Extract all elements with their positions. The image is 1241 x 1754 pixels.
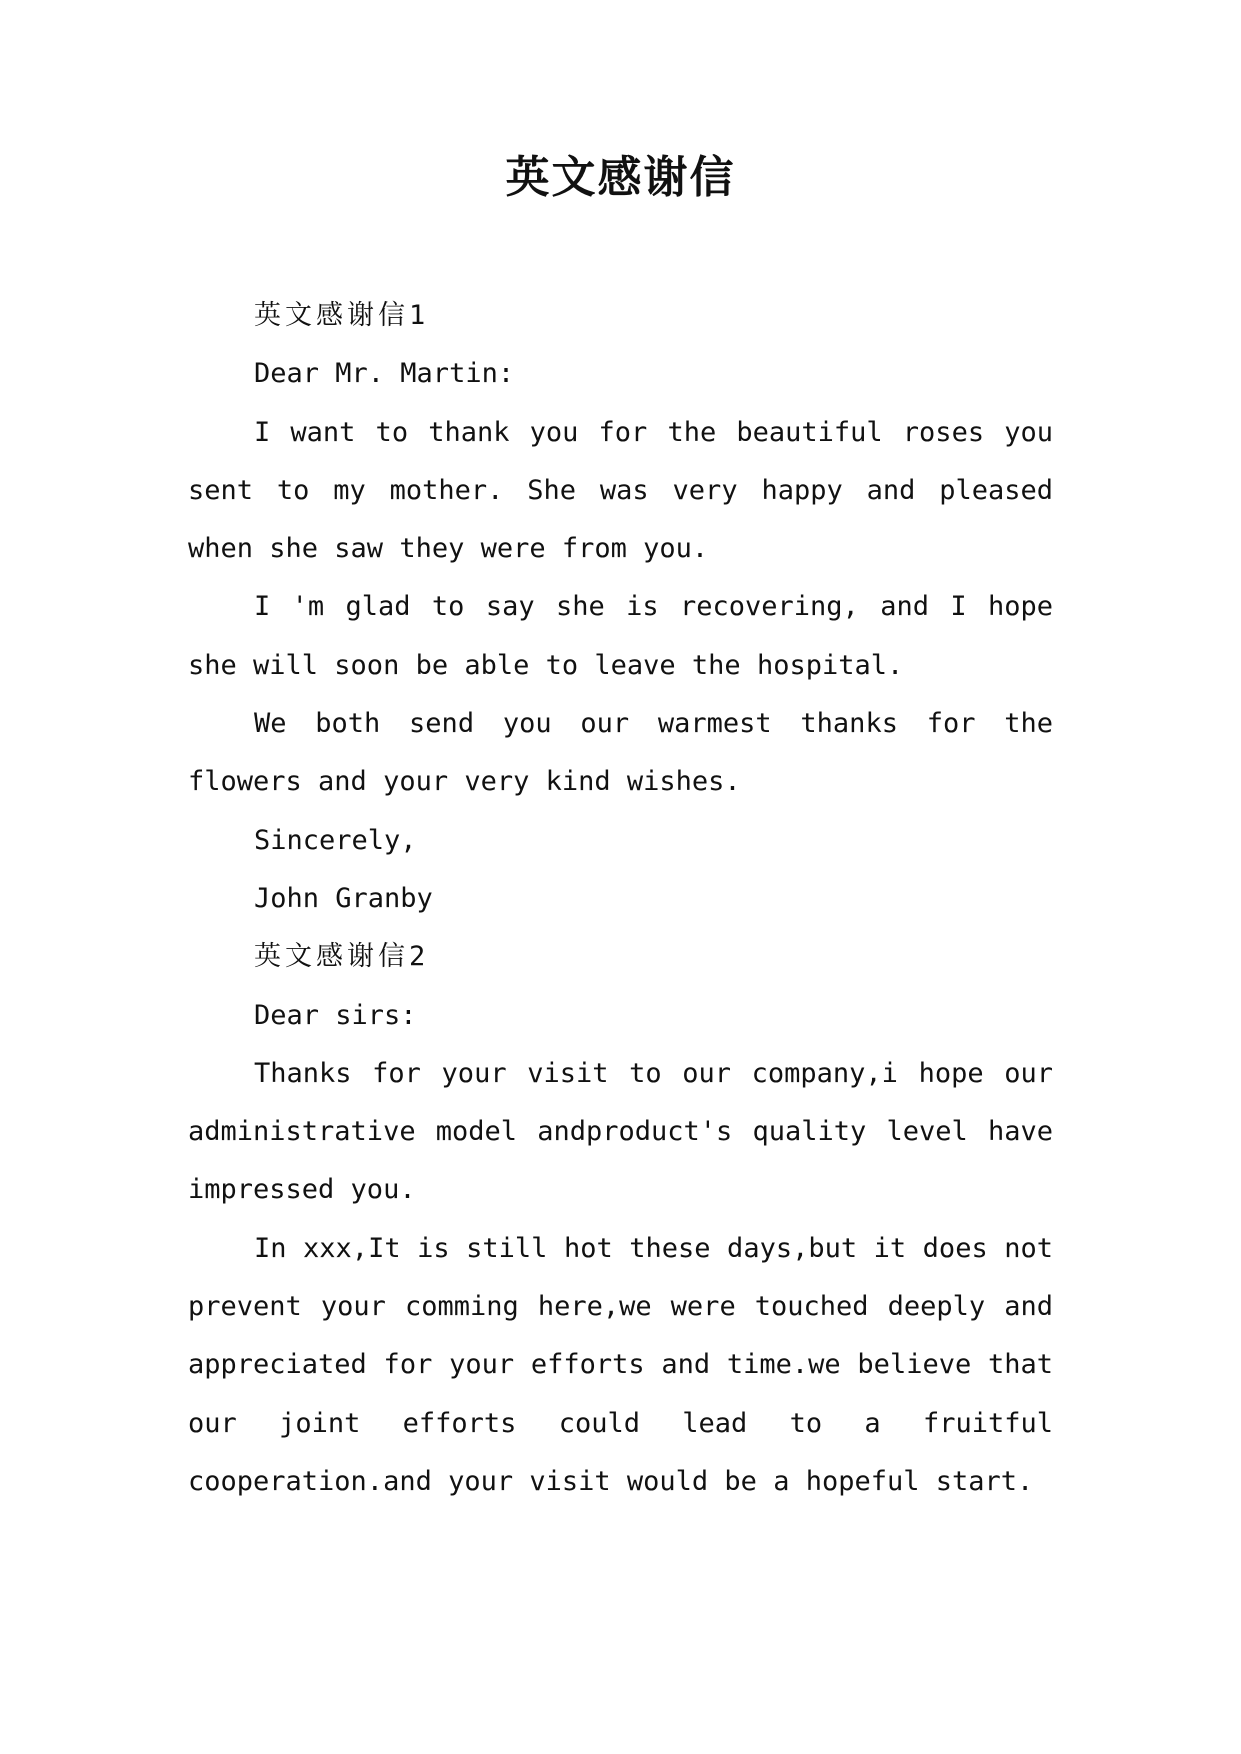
letter2-heading: 英文感谢信2 <box>254 941 430 973</box>
letter1-closing: Sincerely, <box>254 824 417 856</box>
letter1-paragraph-2: I 'm glad to say she is recovering, and I hope she will soon be able to leave the hospital. <box>188 591 1053 681</box>
letter2-paragraph-2: In xxx,It is still hot these days,but it does not prevent your comming here,we were touched deeply and appreciated for your efforts and time.we believe that our joint efforts could lead to a fruitful cooperation.and your visit would be a hopeful start. <box>188 1232 1053 1497</box>
letter1-signature: John Granby <box>254 882 433 914</box>
letter1-salutation: Dear Mr. Martin: <box>254 358 515 390</box>
document-title: 英文感谢信 <box>505 152 736 203</box>
document-body <box>188 287 1053 1511</box>
letter1-paragraph-1: I want to thank you for the beautiful roses you sent to my mother. She was very happy and pleased when she saw they were from you. <box>188 416 1053 565</box>
letter2-paragraph-1: Thanks for your visit to our company,i hope our administrative model andproduct's quality level have impressed you. <box>188 1057 1053 1206</box>
letter1-paragraph-3: We both send you our warmest thanks for the flowers and your very kind wishes. <box>188 708 1053 798</box>
letter2-salutation: Dear sirs: <box>254 999 417 1031</box>
letter1-heading: 英文感谢信1 <box>254 300 430 331</box>
